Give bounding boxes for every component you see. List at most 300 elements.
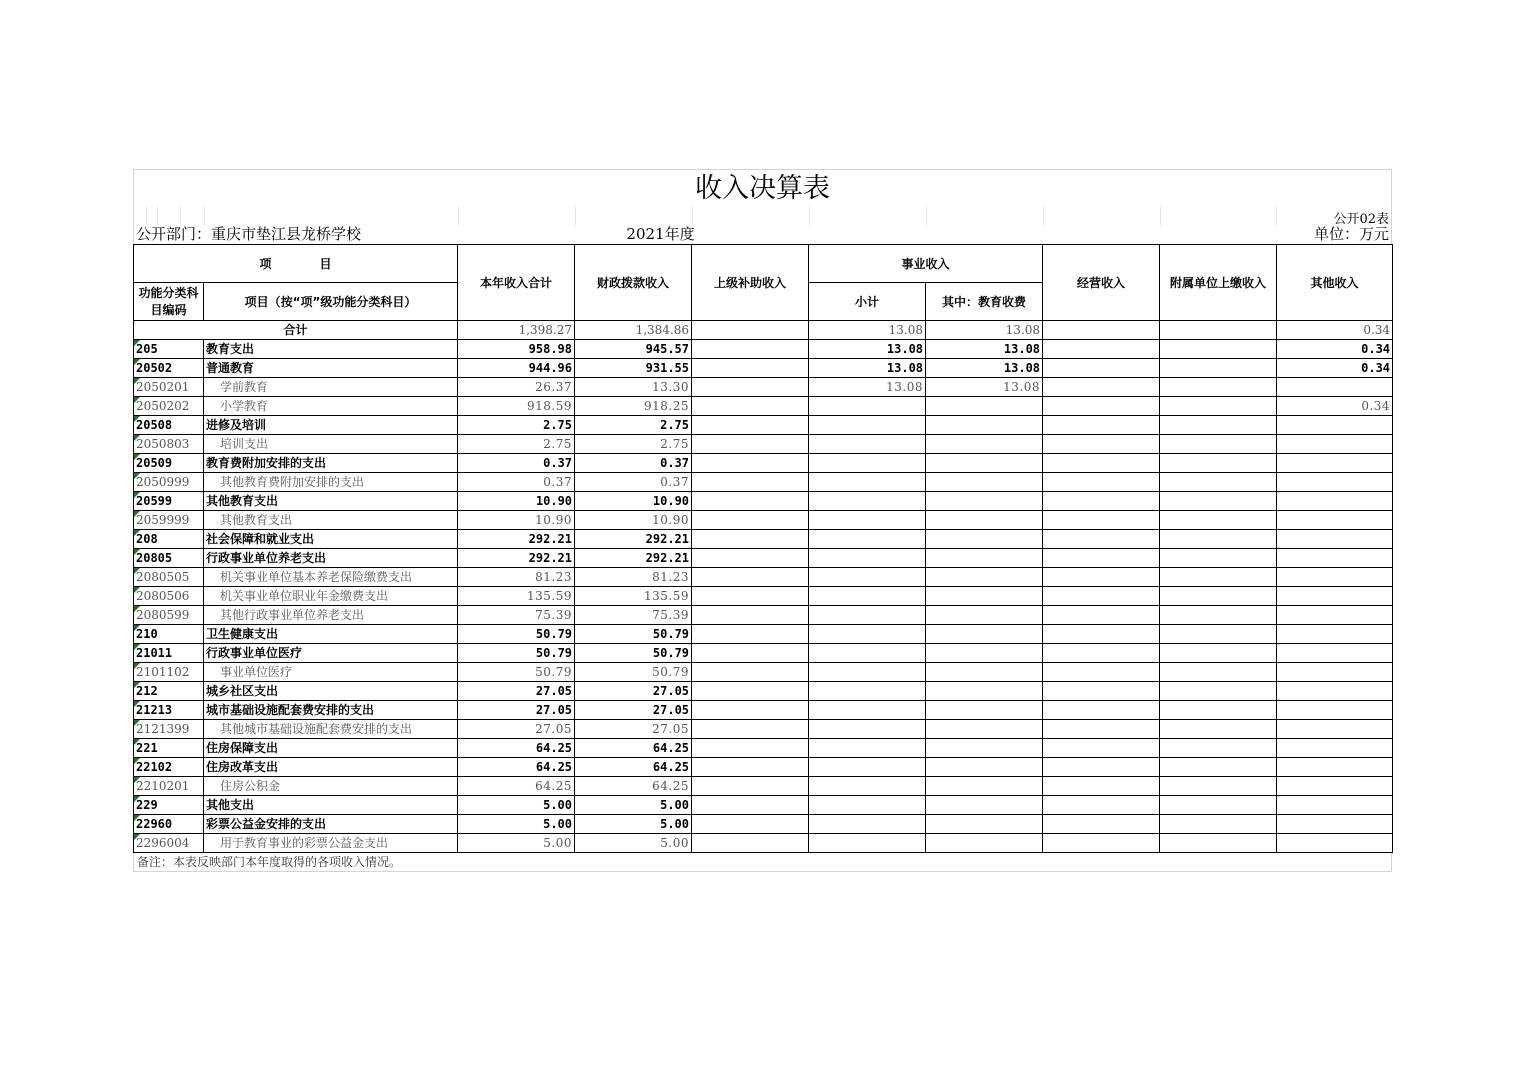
row-code-text: 22960 bbox=[136, 817, 173, 831]
row-cell-other bbox=[1277, 378, 1393, 397]
row-cell-affiliated bbox=[1160, 606, 1277, 625]
row-cell-fiscal: 2.75 bbox=[575, 416, 692, 435]
row-code-text: 2050202 bbox=[136, 399, 190, 413]
row-code-text: 20805 bbox=[136, 551, 173, 565]
row-cell-edu-fee bbox=[926, 720, 1043, 739]
row-cell-superior bbox=[692, 606, 809, 625]
row-cell-other bbox=[1277, 815, 1393, 834]
row-cell-superior bbox=[692, 568, 809, 587]
row-cell-total: 64.25 bbox=[458, 777, 575, 796]
cell-marker-icon bbox=[134, 397, 140, 403]
row-code-text: 2101102 bbox=[136, 665, 190, 679]
cell-marker-icon bbox=[134, 378, 140, 384]
row-code bbox=[134, 587, 204, 606]
row-name: 其他教育支出 bbox=[204, 492, 458, 511]
total-cell-operating bbox=[1043, 321, 1160, 340]
total-cell-total: 1,398.27 bbox=[458, 321, 575, 340]
table-row bbox=[134, 378, 1393, 397]
row-cell-affiliated bbox=[1160, 511, 1277, 530]
row-code-text: 21011 bbox=[136, 646, 173, 660]
row-cell-fiscal: 81.23 bbox=[575, 568, 692, 587]
row-cell-superior bbox=[692, 796, 809, 815]
row-cell-operating bbox=[1043, 492, 1160, 511]
row-cell-fiscal: 5.00 bbox=[575, 796, 692, 815]
cell-marker-icon bbox=[134, 720, 140, 726]
row-cell-edu-fee bbox=[926, 511, 1043, 530]
row-cell-other bbox=[1277, 511, 1393, 530]
row-cell-edu-fee bbox=[926, 587, 1043, 606]
row-cell-affiliated bbox=[1160, 416, 1277, 435]
row-cell-superior bbox=[692, 549, 809, 568]
row-cell-superior bbox=[692, 435, 809, 454]
total-label: 合计 bbox=[134, 321, 458, 340]
row-cell-edu-fee bbox=[926, 606, 1043, 625]
row-cell-operating bbox=[1043, 340, 1160, 359]
row-cell-edu-fee: 13.08 bbox=[926, 359, 1043, 378]
row-cell-fiscal: 64.25 bbox=[575, 777, 692, 796]
header-edu-fee: 其中：教育收费 bbox=[926, 283, 1043, 321]
row-code-text: 205 bbox=[136, 342, 158, 356]
row-code bbox=[134, 644, 204, 663]
row-cell-superior bbox=[692, 397, 809, 416]
row-cell-other bbox=[1277, 473, 1393, 492]
cell-marker-icon bbox=[134, 587, 140, 593]
row-cell-other: 0.34 bbox=[1277, 359, 1393, 378]
row-cell-operating bbox=[1043, 739, 1160, 758]
row-cell-operating bbox=[1043, 587, 1160, 606]
income-statement-sheet bbox=[133, 169, 1392, 872]
row-cell-fiscal: 27.05 bbox=[575, 682, 692, 701]
row-cell-total: 64.25 bbox=[458, 739, 575, 758]
table-row bbox=[134, 587, 1393, 606]
row-cell-affiliated bbox=[1160, 663, 1277, 682]
table-row bbox=[134, 549, 1393, 568]
row-name: 教育支出 bbox=[204, 340, 458, 359]
row-cell-subtotal bbox=[809, 644, 926, 663]
row-cell-total: 81.23 bbox=[458, 568, 575, 587]
table-row bbox=[134, 796, 1393, 815]
total-row bbox=[134, 321, 1393, 340]
row-cell-edu-fee bbox=[926, 701, 1043, 720]
row-cell-fiscal: 27.05 bbox=[575, 720, 692, 739]
cell-marker-icon bbox=[134, 454, 140, 460]
row-name: 彩票公益金安排的支出 bbox=[204, 815, 458, 834]
note: 备注：本表反映部门本年度取得的各项收入情况。 bbox=[133, 853, 1392, 872]
row-code bbox=[134, 378, 204, 397]
meta-row bbox=[133, 225, 1392, 244]
row-code bbox=[134, 359, 204, 378]
total-cell-superior bbox=[692, 321, 809, 340]
row-cell-subtotal bbox=[809, 416, 926, 435]
table-row bbox=[134, 834, 1393, 853]
row-name: 卫生健康支出 bbox=[204, 625, 458, 644]
table-row bbox=[134, 625, 1393, 644]
row-code bbox=[134, 796, 204, 815]
row-cell-fiscal: 50.79 bbox=[575, 663, 692, 682]
row-cell-edu-fee bbox=[926, 530, 1043, 549]
row-cell-other bbox=[1277, 834, 1393, 853]
row-cell-edu-fee bbox=[926, 644, 1043, 663]
row-name: 其他城市基础设施配套费安排的支出 bbox=[204, 720, 458, 739]
row-cell-total: 958.98 bbox=[458, 340, 575, 359]
row-cell-fiscal: 5.00 bbox=[575, 815, 692, 834]
row-cell-fiscal: 64.25 bbox=[575, 758, 692, 777]
row-cell-superior bbox=[692, 473, 809, 492]
page-title: 收入决算表 bbox=[133, 169, 1392, 207]
table-row bbox=[134, 435, 1393, 454]
total-cell-edu-fee: 13.08 bbox=[926, 321, 1043, 340]
row-cell-superior bbox=[692, 378, 809, 397]
row-cell-operating bbox=[1043, 473, 1160, 492]
row-cell-fiscal: 10.90 bbox=[575, 511, 692, 530]
row-code-text: 229 bbox=[136, 798, 158, 812]
total-cell-other: 0.34 bbox=[1277, 321, 1393, 340]
income-table bbox=[133, 244, 1393, 853]
row-cell-operating bbox=[1043, 454, 1160, 473]
row-code-text: 208 bbox=[136, 532, 158, 546]
row-cell-total: 2.75 bbox=[458, 435, 575, 454]
row-cell-fiscal: 292.21 bbox=[575, 549, 692, 568]
cell-marker-icon bbox=[134, 815, 140, 821]
row-cell-total: 75.39 bbox=[458, 606, 575, 625]
row-cell-other bbox=[1277, 682, 1393, 701]
row-code-text: 2059999 bbox=[136, 513, 190, 527]
header-subtotal: 小计 bbox=[809, 283, 926, 321]
row-name: 其他行政事业单位养老支出 bbox=[204, 606, 458, 625]
row-cell-affiliated bbox=[1160, 739, 1277, 758]
header-item: 项 目 bbox=[134, 245, 458, 283]
row-cell-edu-fee bbox=[926, 397, 1043, 416]
cell-marker-icon bbox=[134, 758, 140, 764]
table-row bbox=[134, 720, 1393, 739]
row-name: 其他教育支出 bbox=[204, 511, 458, 530]
row-cell-affiliated bbox=[1160, 492, 1277, 511]
row-cell-superior bbox=[692, 758, 809, 777]
row-cell-other bbox=[1277, 568, 1393, 587]
row-cell-operating bbox=[1043, 720, 1160, 739]
row-cell-total: 0.37 bbox=[458, 473, 575, 492]
row-cell-affiliated bbox=[1160, 682, 1277, 701]
table-row bbox=[134, 701, 1393, 720]
row-code-text: 20502 bbox=[136, 361, 173, 375]
table-row bbox=[134, 473, 1393, 492]
row-cell-affiliated bbox=[1160, 435, 1277, 454]
row-cell-operating bbox=[1043, 625, 1160, 644]
row-cell-other bbox=[1277, 492, 1393, 511]
row-cell-edu-fee bbox=[926, 416, 1043, 435]
row-name: 机关事业单位职业年金缴费支出 bbox=[204, 587, 458, 606]
row-cell-fiscal: 135.59 bbox=[575, 587, 692, 606]
row-code bbox=[134, 435, 204, 454]
row-cell-operating bbox=[1043, 815, 1160, 834]
row-cell-edu-fee bbox=[926, 435, 1043, 454]
table-row bbox=[134, 530, 1393, 549]
row-name: 普通教育 bbox=[204, 359, 458, 378]
row-cell-other bbox=[1277, 549, 1393, 568]
row-cell-subtotal bbox=[809, 663, 926, 682]
header-fiscal: 财政拨款收入 bbox=[575, 245, 692, 321]
row-cell-superior bbox=[692, 454, 809, 473]
row-cell-subtotal bbox=[809, 454, 926, 473]
row-name: 行政事业单位医疗 bbox=[204, 644, 458, 663]
row-cell-total: 5.00 bbox=[458, 834, 575, 853]
row-name: 城乡社区支出 bbox=[204, 682, 458, 701]
row-cell-other bbox=[1277, 796, 1393, 815]
row-cell-subtotal bbox=[809, 777, 926, 796]
row-code bbox=[134, 720, 204, 739]
row-code bbox=[134, 568, 204, 587]
row-cell-fiscal: 2.75 bbox=[575, 435, 692, 454]
row-cell-other bbox=[1277, 416, 1393, 435]
row-code-text: 221 bbox=[136, 741, 158, 755]
cell-marker-icon bbox=[134, 701, 140, 707]
row-cell-superior bbox=[692, 416, 809, 435]
row-cell-operating bbox=[1043, 359, 1160, 378]
total-cell-fiscal: 1,384.86 bbox=[575, 321, 692, 340]
table-row bbox=[134, 644, 1393, 663]
row-cell-superior bbox=[692, 663, 809, 682]
form-id-row bbox=[133, 207, 1392, 225]
table-row bbox=[134, 340, 1393, 359]
row-code-text: 212 bbox=[136, 684, 158, 698]
row-cell-affiliated bbox=[1160, 758, 1277, 777]
row-cell-operating bbox=[1043, 606, 1160, 625]
row-cell-subtotal bbox=[809, 473, 926, 492]
row-cell-other: 0.34 bbox=[1277, 397, 1393, 416]
cell-marker-icon bbox=[134, 359, 140, 365]
table-row bbox=[134, 568, 1393, 587]
table-row bbox=[134, 739, 1393, 758]
row-cell-total: 50.79 bbox=[458, 644, 575, 663]
row-cell-affiliated bbox=[1160, 473, 1277, 492]
cell-marker-icon bbox=[134, 606, 140, 612]
row-cell-total: 135.59 bbox=[458, 587, 575, 606]
cell-marker-icon bbox=[134, 549, 140, 555]
table-row bbox=[134, 397, 1393, 416]
row-cell-total: 10.90 bbox=[458, 492, 575, 511]
row-name: 小学教育 bbox=[204, 397, 458, 416]
row-cell-subtotal: 13.08 bbox=[809, 378, 926, 397]
form-id: 公开02表 bbox=[1333, 212, 1389, 227]
cell-marker-icon bbox=[134, 682, 140, 688]
department-label: 公开部门：重庆市垫江县龙桥学校 bbox=[136, 225, 362, 243]
row-code-text: 2080506 bbox=[136, 589, 190, 603]
row-name: 教育费附加安排的支出 bbox=[204, 454, 458, 473]
row-code bbox=[134, 606, 204, 625]
row-code-text: 2050803 bbox=[136, 437, 190, 451]
row-cell-fiscal: 13.30 bbox=[575, 378, 692, 397]
row-cell-total: 27.05 bbox=[458, 701, 575, 720]
row-cell-superior bbox=[692, 720, 809, 739]
row-cell-fiscal: 292.21 bbox=[575, 530, 692, 549]
row-cell-affiliated bbox=[1160, 644, 1277, 663]
row-cell-edu-fee: 13.08 bbox=[926, 378, 1043, 397]
row-cell-other bbox=[1277, 663, 1393, 682]
row-cell-operating bbox=[1043, 644, 1160, 663]
row-cell-subtotal bbox=[809, 511, 926, 530]
row-cell-edu-fee bbox=[926, 549, 1043, 568]
header-affiliated: 附属单位上缴收入 bbox=[1160, 245, 1277, 321]
row-cell-subtotal bbox=[809, 625, 926, 644]
row-cell-superior bbox=[692, 359, 809, 378]
row-cell-superior bbox=[692, 625, 809, 644]
cell-marker-icon bbox=[134, 473, 140, 479]
row-cell-affiliated bbox=[1160, 796, 1277, 815]
row-code bbox=[134, 625, 204, 644]
header-code: 功能分类科目编码 bbox=[134, 283, 204, 321]
row-name: 学前教育 bbox=[204, 378, 458, 397]
row-cell-superior bbox=[692, 682, 809, 701]
row-cell-operating bbox=[1043, 663, 1160, 682]
row-cell-fiscal: 10.90 bbox=[575, 492, 692, 511]
row-cell-total: 27.05 bbox=[458, 720, 575, 739]
row-cell-edu-fee bbox=[926, 473, 1043, 492]
row-cell-other bbox=[1277, 587, 1393, 606]
row-cell-edu-fee bbox=[926, 777, 1043, 796]
row-code-text: 21213 bbox=[136, 703, 173, 717]
row-cell-other bbox=[1277, 701, 1393, 720]
row-cell-edu-fee bbox=[926, 758, 1043, 777]
row-code-text: 2050201 bbox=[136, 380, 190, 394]
row-cell-superior bbox=[692, 739, 809, 758]
row-cell-fiscal: 27.05 bbox=[575, 701, 692, 720]
row-cell-fiscal: 75.39 bbox=[575, 606, 692, 625]
row-code bbox=[134, 340, 204, 359]
row-code-text: 20508 bbox=[136, 418, 173, 432]
row-cell-affiliated bbox=[1160, 359, 1277, 378]
cell-marker-icon bbox=[134, 834, 140, 840]
cell-marker-icon bbox=[134, 492, 140, 498]
row-cell-fiscal: 918.25 bbox=[575, 397, 692, 416]
row-cell-edu-fee bbox=[926, 796, 1043, 815]
row-cell-operating bbox=[1043, 701, 1160, 720]
row-cell-superior bbox=[692, 530, 809, 549]
row-cell-other bbox=[1277, 739, 1393, 758]
row-cell-operating bbox=[1043, 397, 1160, 416]
row-cell-affiliated bbox=[1160, 834, 1277, 853]
row-cell-superior bbox=[692, 587, 809, 606]
row-cell-other bbox=[1277, 644, 1393, 663]
row-cell-affiliated bbox=[1160, 625, 1277, 644]
row-code bbox=[134, 511, 204, 530]
row-cell-total: 5.00 bbox=[458, 796, 575, 815]
row-name: 社会保障和就业支出 bbox=[204, 530, 458, 549]
row-cell-total: 2.75 bbox=[458, 416, 575, 435]
row-cell-fiscal: 64.25 bbox=[575, 739, 692, 758]
row-code-text: 2296004 bbox=[136, 836, 190, 850]
row-cell-subtotal bbox=[809, 568, 926, 587]
row-cell-fiscal: 50.79 bbox=[575, 625, 692, 644]
row-cell-superior bbox=[692, 492, 809, 511]
row-name: 行政事业单位养老支出 bbox=[204, 549, 458, 568]
table-row bbox=[134, 758, 1393, 777]
table-row bbox=[134, 606, 1393, 625]
row-cell-superior bbox=[692, 777, 809, 796]
cell-marker-icon bbox=[134, 777, 140, 783]
row-cell-edu-fee bbox=[926, 682, 1043, 701]
row-cell-edu-fee bbox=[926, 834, 1043, 853]
row-code bbox=[134, 397, 204, 416]
row-cell-other bbox=[1277, 606, 1393, 625]
row-cell-subtotal bbox=[809, 492, 926, 511]
table-row bbox=[134, 815, 1393, 834]
row-cell-operating bbox=[1043, 777, 1160, 796]
row-cell-operating bbox=[1043, 416, 1160, 435]
row-cell-total: 26.37 bbox=[458, 378, 575, 397]
row-code-text: 210 bbox=[136, 627, 158, 641]
total-cell-subtotal: 13.08 bbox=[809, 321, 926, 340]
row-code bbox=[134, 492, 204, 511]
row-name: 用于教育事业的彩票公益金支出 bbox=[204, 834, 458, 853]
cell-marker-icon bbox=[134, 530, 140, 536]
row-cell-superior bbox=[692, 815, 809, 834]
row-name: 机关事业单位基本养老保险缴费支出 bbox=[204, 568, 458, 587]
total-cell-affiliated bbox=[1160, 321, 1277, 340]
table-row bbox=[134, 663, 1393, 682]
row-cell-total: 50.79 bbox=[458, 625, 575, 644]
row-cell-affiliated bbox=[1160, 815, 1277, 834]
row-cell-other bbox=[1277, 435, 1393, 454]
row-code bbox=[134, 701, 204, 720]
row-name: 城市基础设施配套费安排的支出 bbox=[204, 701, 458, 720]
cell-marker-icon bbox=[134, 511, 140, 517]
row-cell-total: 27.05 bbox=[458, 682, 575, 701]
row-cell-subtotal bbox=[809, 549, 926, 568]
row-code-text: 22102 bbox=[136, 760, 173, 774]
row-cell-affiliated bbox=[1160, 397, 1277, 416]
row-cell-other bbox=[1277, 454, 1393, 473]
row-cell-subtotal: 13.08 bbox=[809, 359, 926, 378]
row-code bbox=[134, 682, 204, 701]
row-cell-fiscal: 0.37 bbox=[575, 454, 692, 473]
row-cell-edu-fee bbox=[926, 568, 1043, 587]
row-name: 培训支出 bbox=[204, 435, 458, 454]
cell-marker-icon bbox=[134, 340, 140, 346]
row-cell-superior bbox=[692, 834, 809, 853]
cell-marker-icon bbox=[134, 625, 140, 631]
row-code-text: 2080599 bbox=[136, 608, 190, 622]
row-cell-other bbox=[1277, 625, 1393, 644]
row-cell-affiliated bbox=[1160, 587, 1277, 606]
row-cell-edu-fee bbox=[926, 815, 1043, 834]
row-cell-other: 0.34 bbox=[1277, 340, 1393, 359]
table-row bbox=[134, 416, 1393, 435]
row-cell-subtotal bbox=[809, 815, 926, 834]
row-cell-total: 292.21 bbox=[458, 549, 575, 568]
row-code bbox=[134, 815, 204, 834]
row-cell-operating bbox=[1043, 378, 1160, 397]
header-business: 事业收入 bbox=[809, 245, 1043, 283]
header-other: 其他收入 bbox=[1277, 245, 1393, 321]
row-cell-superior bbox=[692, 701, 809, 720]
cell-marker-icon bbox=[134, 435, 140, 441]
cell-marker-icon bbox=[134, 796, 140, 802]
row-cell-affiliated bbox=[1160, 777, 1277, 796]
row-code bbox=[134, 416, 204, 435]
row-cell-other bbox=[1277, 720, 1393, 739]
cell-marker-icon bbox=[134, 568, 140, 574]
row-code bbox=[134, 473, 204, 492]
row-cell-subtotal bbox=[809, 530, 926, 549]
row-code bbox=[134, 454, 204, 473]
row-name: 住房保障支出 bbox=[204, 739, 458, 758]
row-cell-subtotal bbox=[809, 720, 926, 739]
row-cell-other bbox=[1277, 530, 1393, 549]
row-code bbox=[134, 549, 204, 568]
row-cell-operating bbox=[1043, 682, 1160, 701]
cell-marker-icon bbox=[134, 739, 140, 745]
row-cell-operating bbox=[1043, 435, 1160, 454]
